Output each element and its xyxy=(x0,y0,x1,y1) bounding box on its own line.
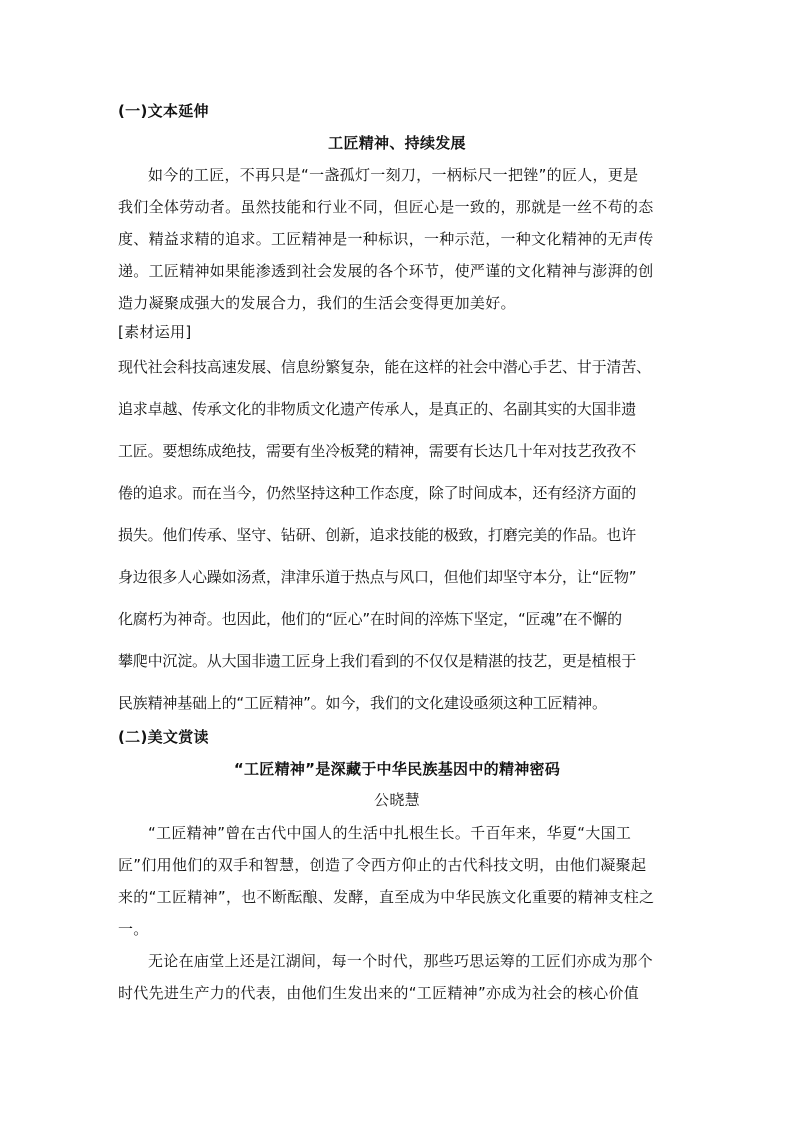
paragraph-line: 来的“工匠精神”，也不断酝酿、发酵，直至成为中华民族文化重要的精神支柱之 xyxy=(118,888,655,906)
paragraph-line: 造力凝聚成强大的发展合力，我们的生活会变得更加美好。 xyxy=(118,294,516,312)
section1-heading: (一)文本延伸 xyxy=(118,102,209,120)
paragraph-line: 匠”们用他们的双手和智慧，创造了令西方仰止的古代科技文明，由他们凝聚起 xyxy=(118,856,647,874)
paragraph-line: “工匠精神”曾在古代中国人的生活中扎根生长。千百年来，华夏“大国工 xyxy=(148,824,632,842)
section2-author: 公晓慧 xyxy=(374,791,420,809)
material-line: 身边很多人心躁如汤煮，津津乐道于热点与风口，但他们却坚守本分，让“匠物” xyxy=(118,568,637,586)
section2-heading: (二)美文赏读 xyxy=(118,728,209,746)
paragraph-line: 一。 xyxy=(118,920,149,938)
paragraph-line: 无论在庙堂上还是江湖间，每一个时代，那些巧思运筹的工匠们亦成为那个 xyxy=(148,952,653,970)
material-line: 工匠。要想练成绝技，需要有坐冷板凳的精神，需要有长达几十年对技艺孜孜不 xyxy=(118,442,637,460)
material-line: 民族精神基础上的“工匠精神”。如今，我们的文化建设亟须这种工匠精神。 xyxy=(118,694,607,712)
paragraph-line: 我们全体劳动者。虽然技能和行业不同，但匠心是一致的，那就是一丝不苟的态 xyxy=(118,198,654,216)
material-line: 现代社会科技高速发展、信息纷繁复杂，能在这样的社会中潜心手艺、甘于清苦、 xyxy=(118,358,651,376)
section1-title: 工匠精神、持续发展 xyxy=(328,134,466,152)
paragraph-line: 度、精益求精的追求。工匠精神是一种标识，一种示范，一种文化精神的无声传 xyxy=(118,230,654,248)
material-line: 倦的追求。而在当今，仍然坚持这种工作态度，除了时间成本，还有经济方面的 xyxy=(118,484,637,502)
material-line: 攀爬中沉淀。从大国非遗工匠身上我们看到的不仅仅是精湛的技艺，更是植根于 xyxy=(118,652,637,670)
section2-title: “工匠精神”是深藏于中华民族基因中的精神密码 xyxy=(233,760,561,778)
material-line: 化腐朽为神奇。也因此，他们的“匠心”在时间的淬炼下坚定，“匠魂”在不懈的 xyxy=(118,610,622,628)
paragraph-line: 时代先进生产力的代表，由他们生发出来的“工匠精神”亦成为社会的核心价值 xyxy=(118,984,640,1002)
paragraph-line: 如今的工匠，不再只是“一盏孤灯一刻刀，一柄标尺一把锉”的匠人，更是 xyxy=(148,166,639,184)
paragraph-line: 递。工匠精神如果能渗透到社会发展的各个环节，使严谨的文化精神与澎湃的创 xyxy=(118,262,654,280)
material-line: 损失。他们传承、坚守、钻研、创新，追求技能的极致，打磨完美的作品。也许 xyxy=(118,526,637,544)
material-line: 追求卓越、传承文化的非物质文化遗产传承人，是真正的、名副其实的大国非遗 xyxy=(118,400,637,418)
material-label: [素材运用] xyxy=(118,323,192,341)
